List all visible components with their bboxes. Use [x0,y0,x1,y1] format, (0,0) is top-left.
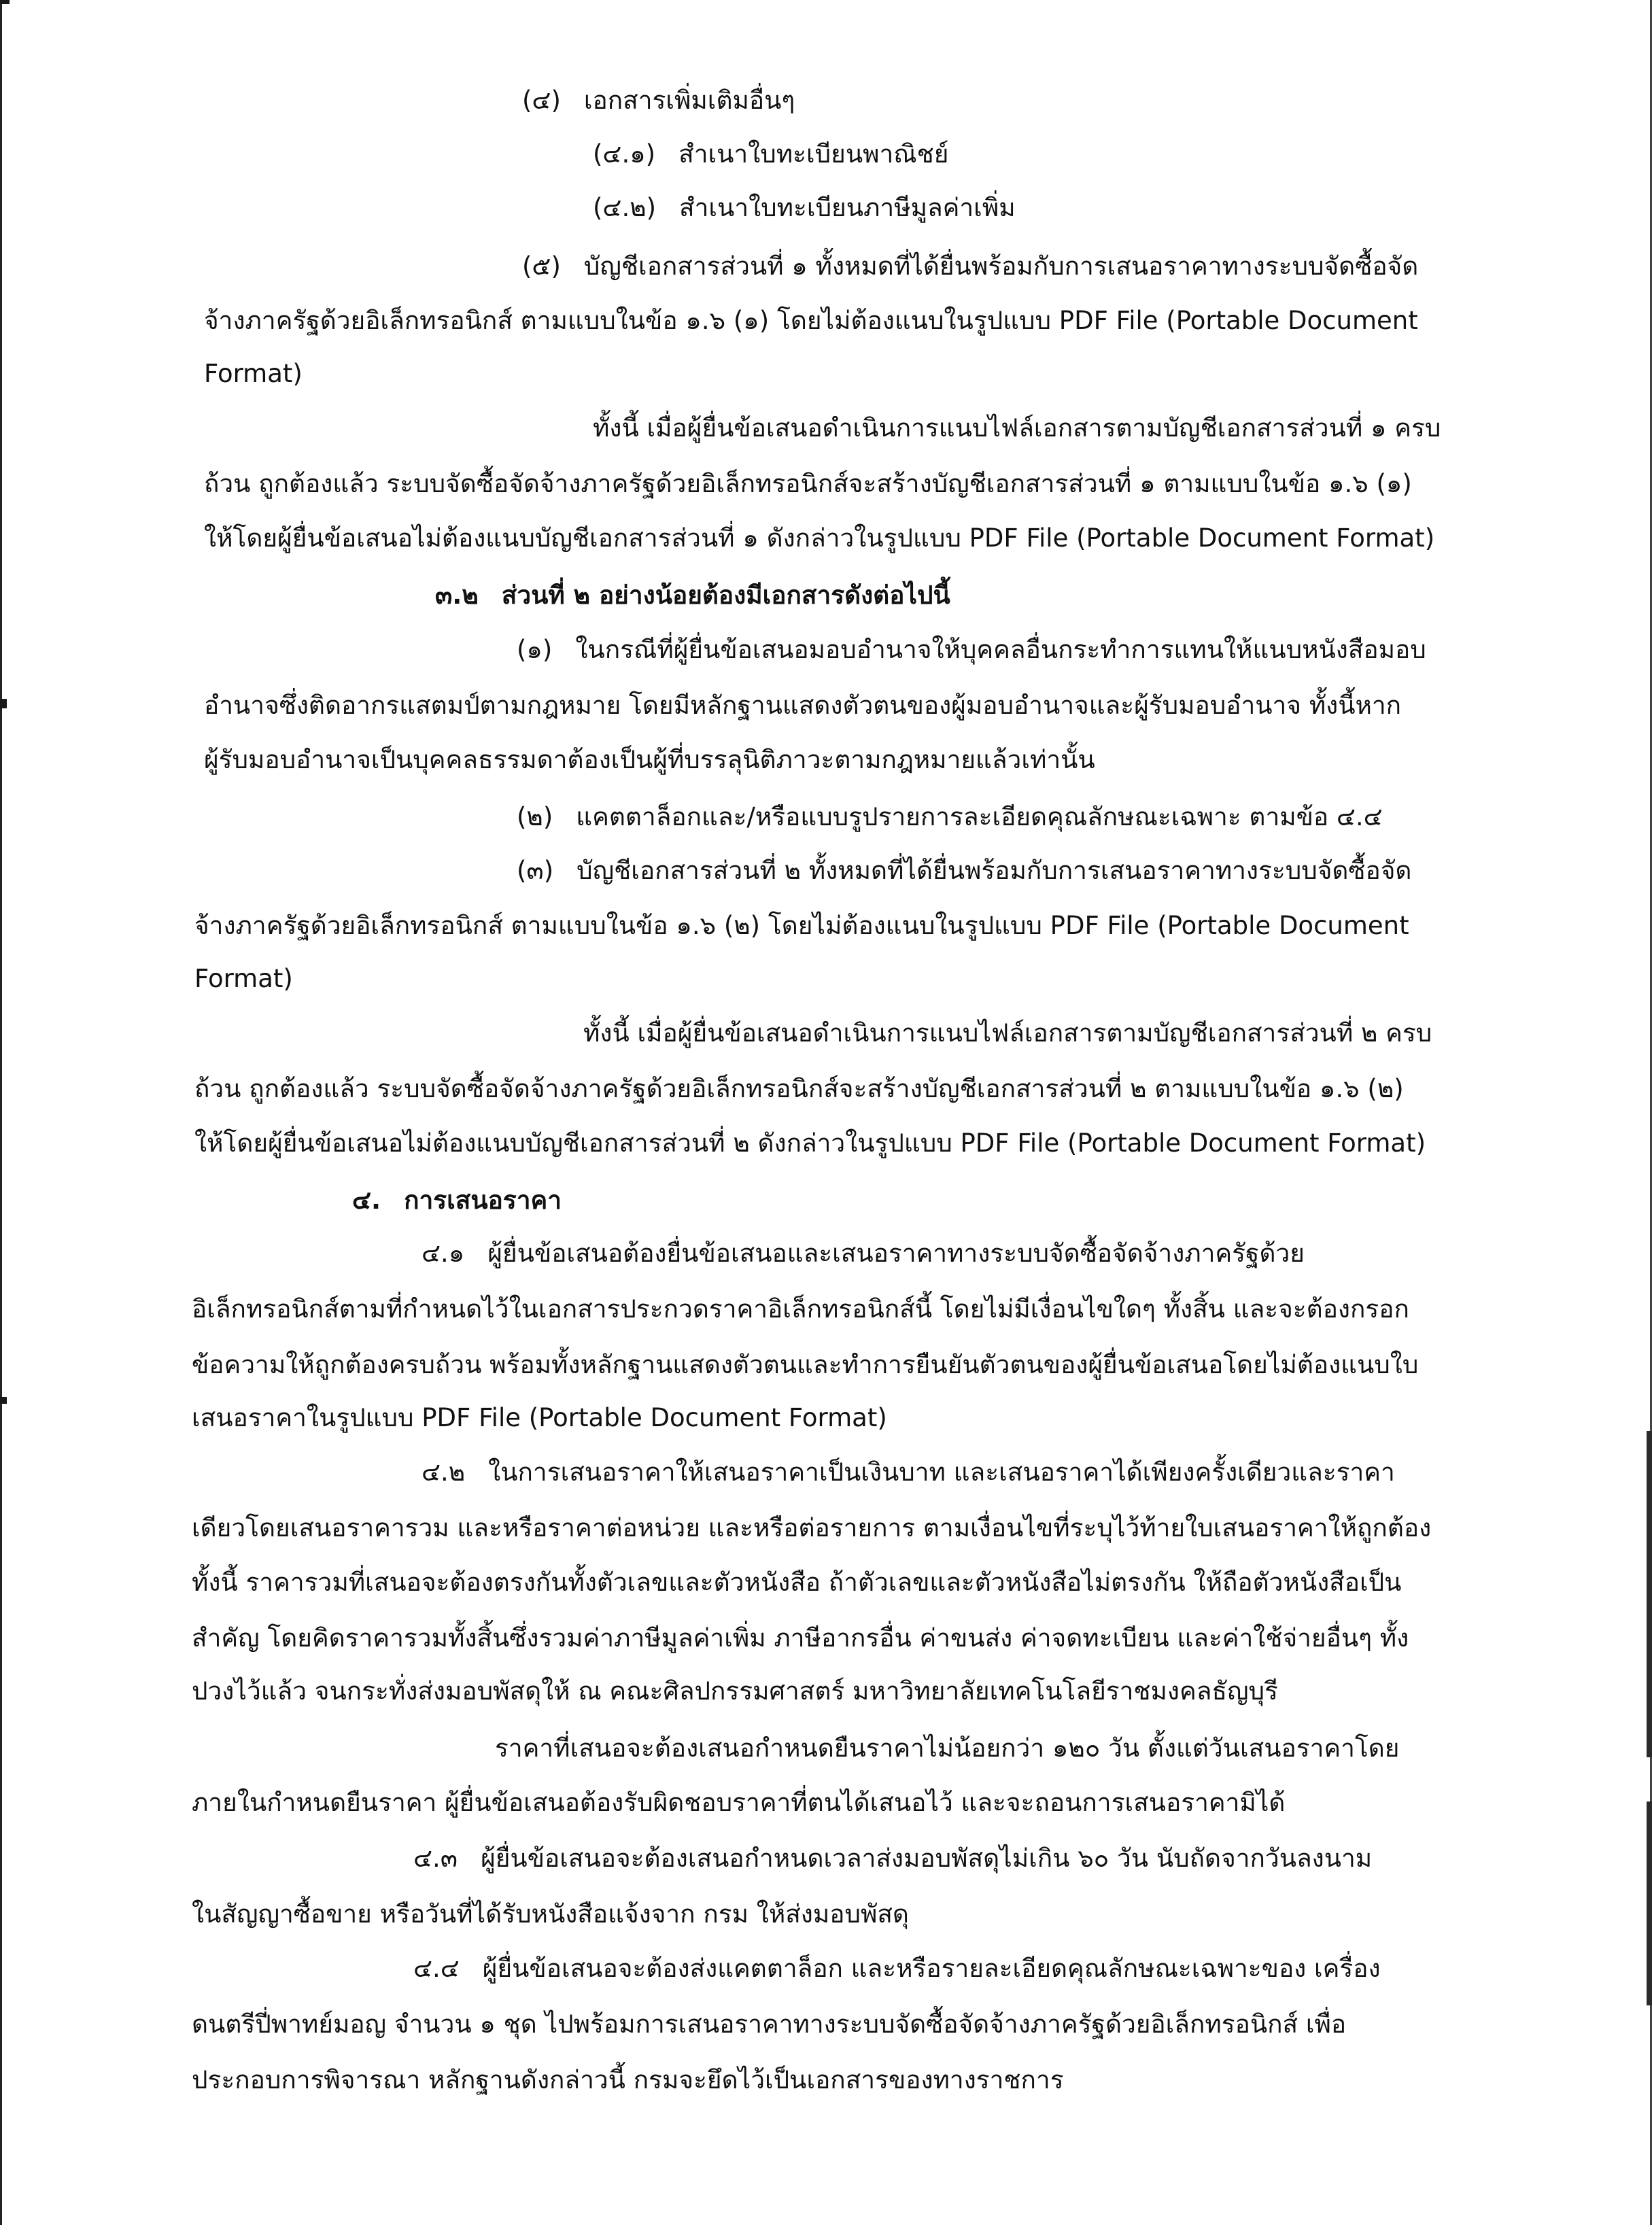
item-text: เอกสารเพิ่มเติมอื่นๆ [583,86,795,115]
item-1 [517,632,1426,668]
paragraph-line: ให้โดยผู้ยื่นข้อเสนอไม่ต้องแนบบัญชีเอกสารส่วนที่ ๒ ดังกล่าวในรูปแบบ PDF File (Portable Document Format) [194,1128,1426,1158]
paragraph-line: ถ้วน ถูกต้องแล้ว ระบบจัดซื้อจัดจ้างภาครัฐด้วยอิเล็กทรอนิกส์จะสร้างบัญชีเอกสารส่วนที่ ๑ ตามแบบในข้อ ๑.๖ (๑) [204,469,1412,498]
paragraph-line: ทั้งนี้ เมื่อผู้ยื่นข้อเสนอดำเนินการแนบไฟล์เอกสารตามบัญชีเอกสารส่วนที่ ๑ ครบ [593,413,1441,443]
item-text: ผู้ยื่นข้อเสนอจะต้องส่งแคตตาล็อก และหรือรายละเอียดคุณลักษณะเฉพาะของ เครื่อง [482,1954,1381,1983]
item-number: (๒) [517,802,553,831]
item-text: ในการเสนอราคาให้เสนอราคาเป็นเงินบาท และเสนอราคาได้เพียงครั้งเดียวและราคา [488,1458,1395,1487]
item-number: ๔.๒ [421,1458,466,1487]
section-3-2-heading [435,578,950,613]
paragraph-line: ถ้วน ถูกต้องแล้ว ระบบจัดซื้อจัดจ้างภาครัฐด้วยอิเล็กทรอนิกส์จะสร้างบัญชีเอกสารส่วนที่ ๒ ตามแบบในข้อ ๑.๖ (๒) [194,1074,1404,1103]
paragraph-line: ทั้งนี้ ราคารวมที่เสนอจะต้องตรงกันทั้งตัวเลขและตัวหนังสือ ถ้าตัวเลขและตัวหนังสือไม่ตรงกัน ให้ถือตัวหนังสือเป็น [192,1568,1402,1597]
item-text: บัญชีเอกสารส่วนที่ ๑ ทั้งหมดที่ได้ยื่นพร้อมกับการเสนอราคาทางระบบจัดซื้อจัด [583,252,1419,281]
item-4-1 [593,137,948,172]
paragraph-line: ผู้รับมอบอำนาจเป็นบุคคลธรรมดาต้องเป็นผู้ที่บรรลุนิติภาวะตามกฎหมายแล้วเท่านั้น [204,745,1095,774]
item-number: ๔.๔ [413,1954,460,1983]
section-number: ๓.๒ [435,581,479,610]
item-4-1-price [421,1236,1305,1271]
paragraph-line: ให้โดยผู้ยื่นข้อเสนอไม่ต้องแนบบัญชีเอกสารส่วนที่ ๑ ดังกล่าวในรูปแบบ PDF File (Portable Document Format) [204,523,1435,553]
scan-mark-right-2 [1647,1801,1652,2005]
item-4-4 [413,1951,1381,1986]
item-4-2 [593,190,1016,226]
item-number: (๔.๑) [593,139,656,169]
scan-mark-left-1 [0,699,7,708]
item-4-3 [413,1841,1372,1876]
item-text: ผู้ยื่นข้อเสนอจะต้องเสนอกำหนดเวลาส่งมอบพัสดุไม่เกิน ๖๐ วัน นับถัดจากวันลงนาม [481,1844,1373,1873]
paragraph-line: ภายในกำหนดยืนราคา ผู้ยื่นข้อเสนอต้องรับผิดชอบราคาที่ตนได้เสนอไว้ และจะถอนการเสนอราคามิได้ [192,1788,1286,1817]
paragraph-line: สำคัญ โดยคิดราคารวมทั้งสิ้นซึ่งรวมค่าภาษีมูลค่าเพิ่ม ภาษีอากรอื่น ค่าขนส่ง ค่าจดทะเบียน และค่าใช้จ่ายอื่นๆ ทั้ง [192,1623,1409,1653]
paragraph-line: ราคาที่เสนอจะต้องเสนอกำหนดยืนราคาไม่น้อยกว่า ๑๒๐ วัน ตั้งแต่วันเสนอราคาโดย [495,1734,1400,1763]
paragraph-line: ปวงไว้แล้ว จนกระทั่งส่งมอบพัสดุให้ ณ คณะศิลปกรรมศาสตร์ มหาวิทยาลัยเทคโนโลยีราชมงคลธัญบุรี [192,1676,1278,1706]
scan-mark-right-1 [1647,1431,1652,1757]
item-4-heading [522,83,795,118]
item-text: ในกรณีที่ผู้ยื่นข้อเสนอมอบอำนาจให้บุคคลอื่นกระทำการแทนให้แนบหนังสือมอบ [575,635,1426,664]
item-5 [522,249,1418,284]
item-number: (๑) [517,635,553,664]
paragraph-line: อำนาจซึ่งติดอากรแสตมป์ตามกฎหมาย โดยมีหลักฐานแสดงตัวตนของผู้มอบอำนาจและผู้รับมอบอำนาจ ทั้งนี้หาก [204,691,1402,720]
item-number: (๓) [517,856,554,885]
section-title: ส่วนที่ ๒ อย่างน้อยต้องมีเอกสารดังต่อไปนี้ [501,581,950,610]
scan-mark-top-left [0,0,10,4]
paragraph-line: Format) [204,359,303,388]
item-text: สำเนาใบทะเบียนพาณิชย์ [678,139,949,169]
section-number: ๔. [352,1186,381,1215]
paragraph-line: ข้อความให้ถูกต้องครบถ้วน พร้อมทั้งหลักฐานแสดงตัวตนและทำการยืนยันตัวตนของผู้ยื่นข้อเสนอโดยไม่ต้องแนบใบ [192,1350,1419,1379]
paragraph-line: อิเล็กทรอนิกส์ตามที่กำหนดไว้ในเอกสารประกวดราคาอิเล็กทรอนิกส์นี้ โดยไม่มีเงื่อนไขใดๆ ทั้งสิ้น และจะต้องกรอก [192,1294,1409,1324]
item-number: (๕) [522,252,561,281]
item-text: สำเนาใบทะเบียนภาษีมูลค่าเพิ่ม [679,193,1016,222]
section-title: การเสนอราคา [404,1186,562,1215]
paragraph-line: เสนอราคาในรูปแบบ PDF File (Portable Document Format) [192,1403,887,1432]
paragraph-line: ดนตรีปี่พาทย์มอญ จำนวน ๑ ชุด ไปพร้อมการเสนอราคาทางระบบจัดซื้อจัดจ้างภาครัฐด้วยอิเล็กทรอนิกส์ เพื่อ [192,2010,1347,2039]
item-number: (๔) [522,86,561,115]
paragraph-line: ในสัญญาซื้อขาย หรือวันที่ได้รับหนังสือแจ้งจาก กรม ให้ส่งมอบพัสดุ [192,1899,909,1929]
paragraph-line: ทั้งนี้ เมื่อผู้ยื่นข้อเสนอดำเนินการแนบไฟล์เอกสารตามบัญชีเอกสารส่วนที่ ๒ ครบ [583,1018,1432,1048]
item-number: (๔.๒) [593,193,657,222]
paragraph-line: จ้างภาครัฐด้วยอิเล็กทรอนิกส์ ตามแบบในข้อ ๑.๖ (๑) โดยไม่ต้องแนบในรูปแบบ PDF File (Portable Document [204,306,1418,335]
section-4-heading [352,1183,562,1218]
item-number: ๔.๑ [421,1239,465,1268]
item-3 [517,853,1411,889]
paragraph-line: เดียวโดยเสนอราคารวม และหรือราคาต่อหน่วย และหรือต่อรายการ ตามเงื่อนไขที่ระบุไว้ท้ายใบเสนอราคาให้ถูกต้อง [192,1513,1432,1542]
scan-mark-left-2 [0,1397,7,1404]
scan-edge-left [0,0,2,2225]
item-text: ผู้ยื่นข้อเสนอต้องยื่นข้อเสนอและเสนอราคาทางระบบจัดซื้อจัดจ้างภาครัฐด้วย [487,1239,1305,1268]
item-text: แคตตาล็อกและ/หรือแบบรูปรายการละเอียดคุณลักษณะเฉพาะ ตามข้อ ๔.๔ [576,802,1383,831]
paragraph-line: Format) [194,964,293,993]
item-2 [517,799,1383,835]
paragraph-line: จ้างภาครัฐด้วยอิเล็กทรอนิกส์ ตามแบบในข้อ ๑.๖ (๒) โดยไม่ต้องแนบในรูปแบบ PDF File (Portable Document [194,911,1409,940]
item-text: บัญชีเอกสารส่วนที่ ๒ ทั้งหมดที่ได้ยื่นพร้อมกับการเสนอราคาทางระบบจัดซื้อจัด [577,856,1412,885]
item-number: ๔.๓ [413,1844,458,1873]
item-4-2-price [421,1455,1395,1490]
paragraph-line: ประกอบการพิจารณา หลักฐานดังกล่าวนี้ กรมจะยึดไว้เป็นเอกสารของทางราชการ [192,2065,1064,2094]
